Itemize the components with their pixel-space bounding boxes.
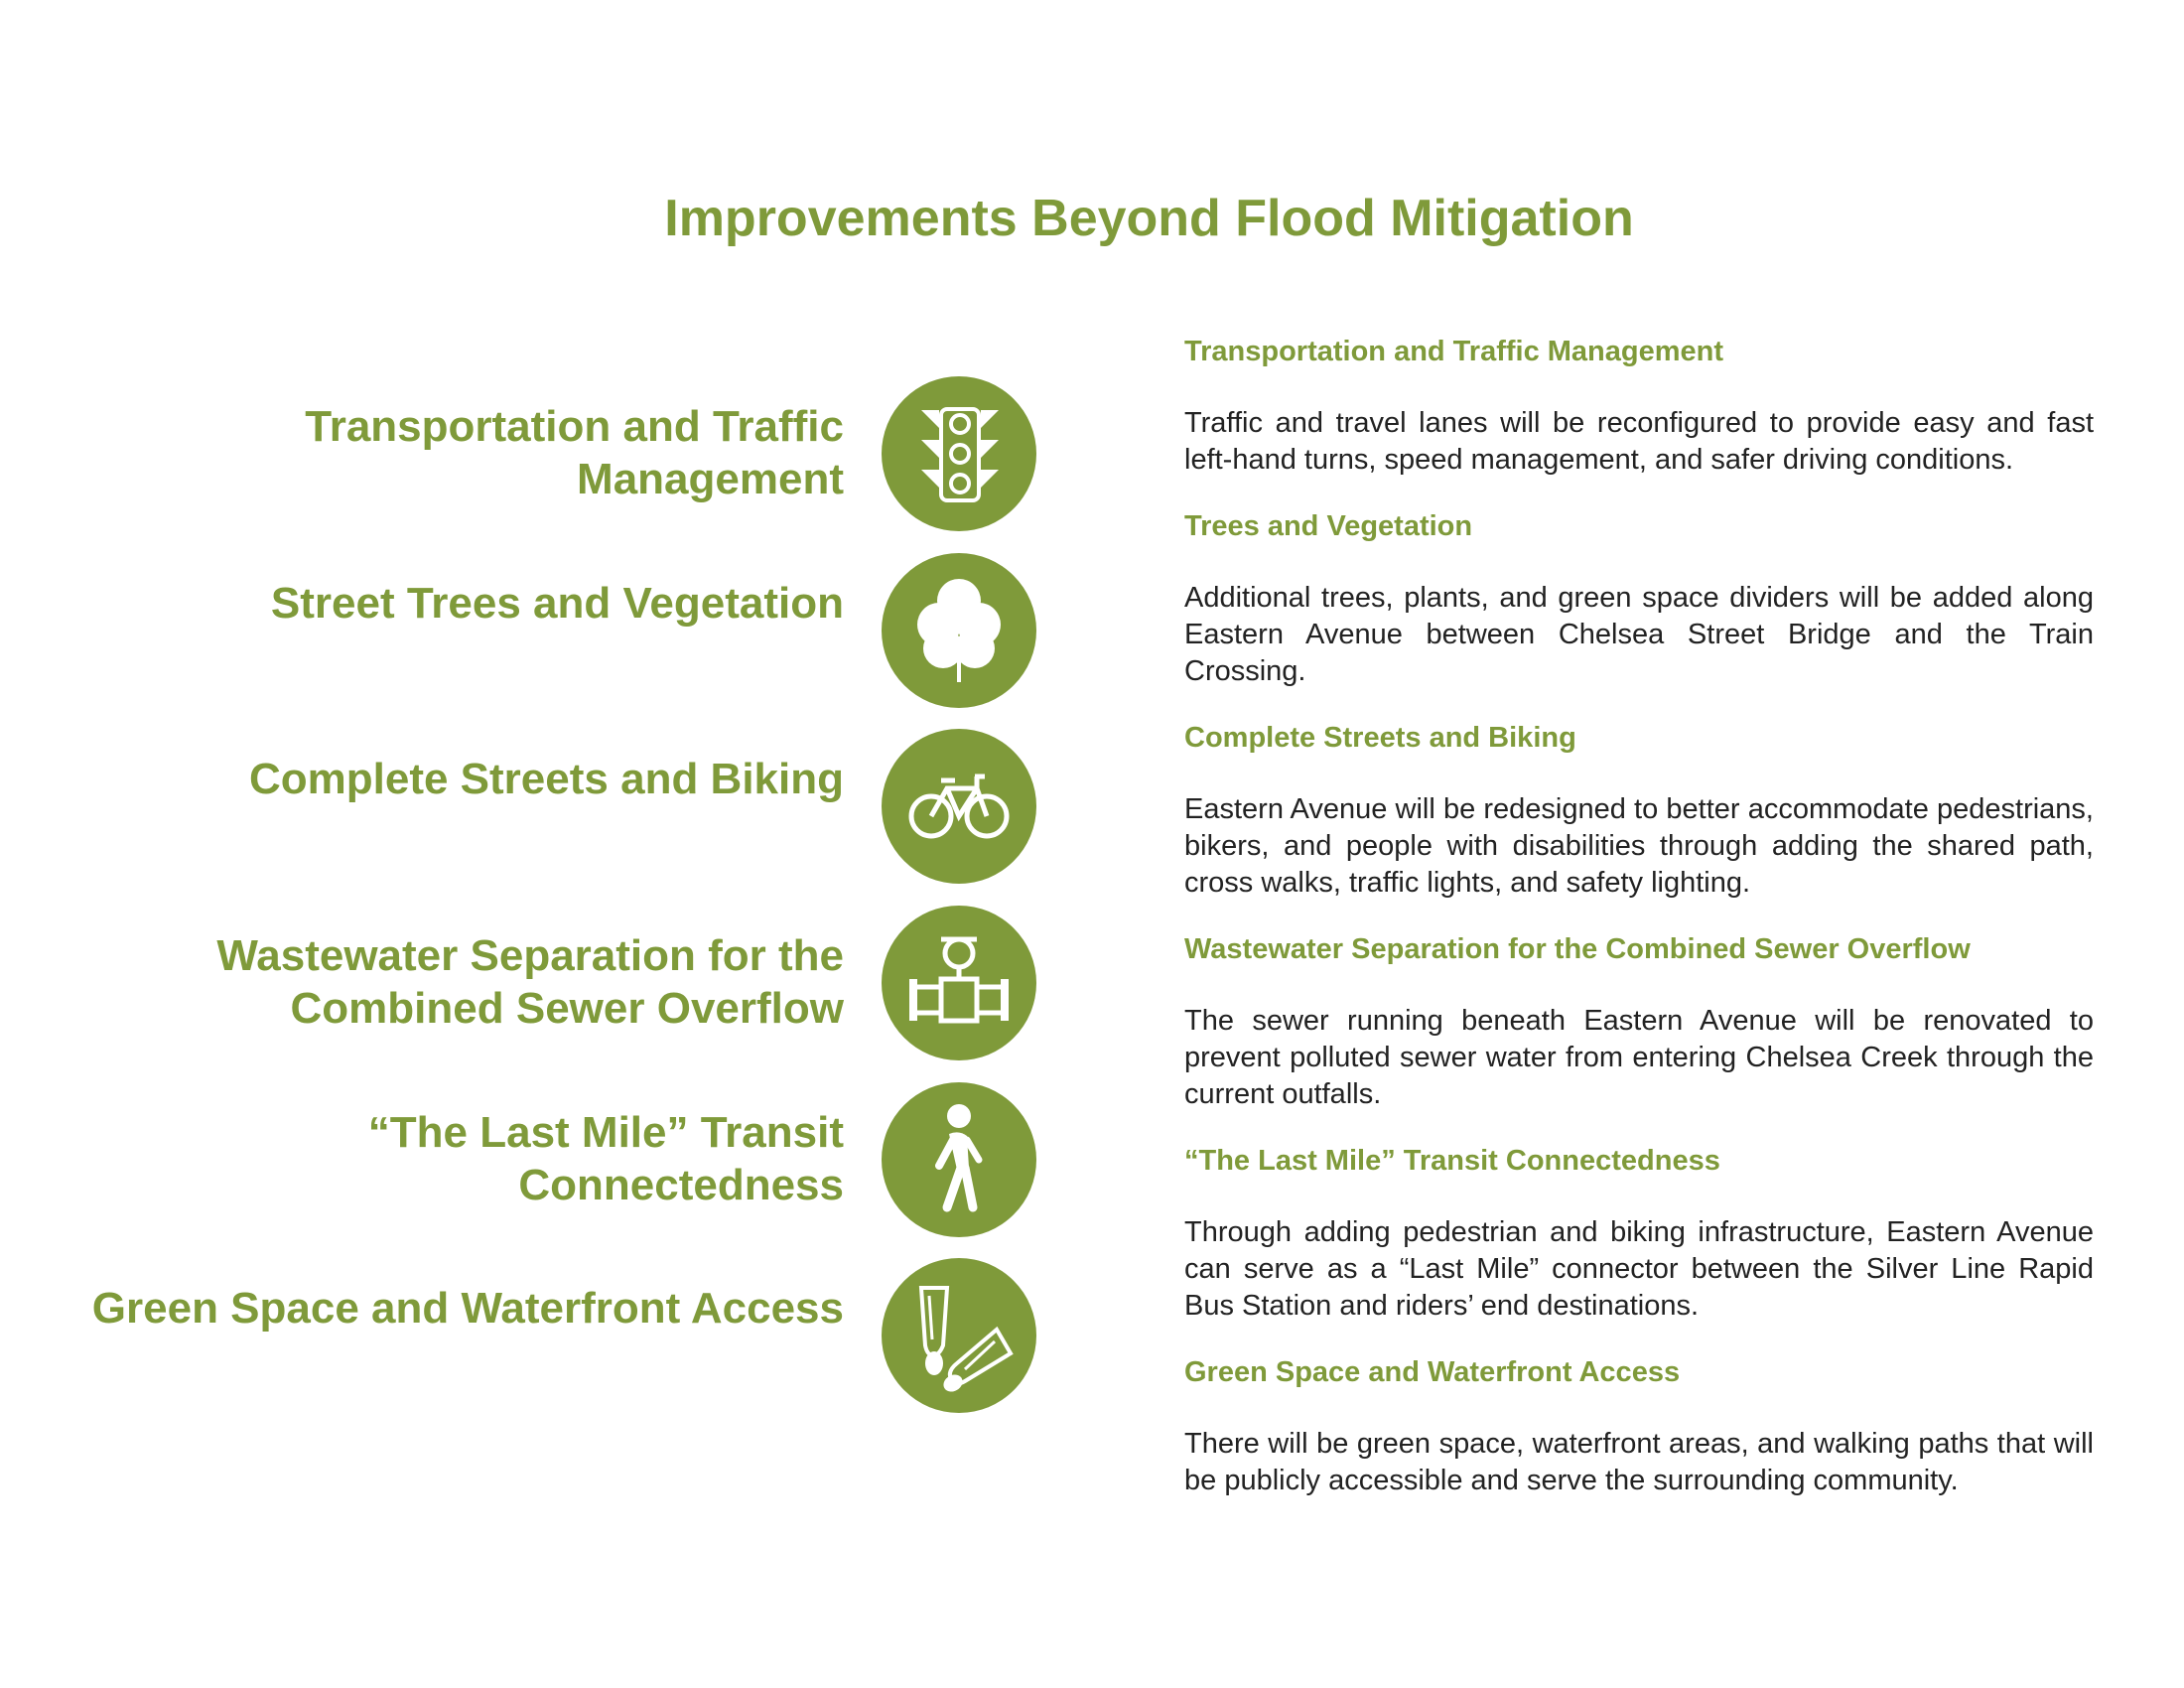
left-label-last-mile: “The Last Mile” Transit Connectedness <box>367 1108 844 1209</box>
tree-icon <box>882 553 1036 708</box>
left-label-transportation: Transportation and Traffic Management <box>305 402 844 503</box>
left-label-trees: Street Trees and Vegetation <box>270 579 844 628</box>
section-heading: Wastewater Separation for the Combined Sewer Overflow <box>1184 933 1971 965</box>
section-heading: Green Space and Waterfront Access <box>1184 1356 1681 1388</box>
section-body: Eastern Avenue will be redesigned to better accommodate pedestrians, bikers, and people with disabilities through adding the shared path, cross walks, traffic lights, and safety lighting. <box>1184 793 2094 899</box>
left-label-wastewater: Wastewater Separation for the Combined Sewer Overflow <box>216 931 844 1033</box>
section-green-space <box>1184 1354 2094 1499</box>
section-complete-streets <box>1184 720 2094 902</box>
section-heading: Complete Streets and Biking <box>1184 722 1576 754</box>
pedestrian-icon <box>882 1082 1036 1237</box>
section-wastewater <box>1184 931 2094 1113</box>
section-transportation <box>1184 334 2094 479</box>
traffic-light-icon <box>882 376 1036 531</box>
section-heading: Transportation and Traffic Management <box>1184 336 1724 367</box>
pipe-valve-icon <box>882 906 1036 1060</box>
section-body: There will be green space, waterfront areas, and walking paths that will be publicly accessible and serve the surrounding community. <box>1184 1428 2094 1496</box>
bicycle-icon <box>882 729 1036 884</box>
section-trees <box>1184 508 2094 690</box>
section-body: The sewer running beneath Eastern Avenue will be renovated to prevent polluted sewer water from entering Chelsea Creek through the current outfalls. <box>1184 1005 2094 1110</box>
swim-fins-icon <box>882 1258 1036 1413</box>
section-body: Traffic and travel lanes will be reconfigured to provide easy and fast left-hand turns, speed management, and safer driving conditions. <box>1184 407 2094 476</box>
description-column <box>1184 334 2094 1529</box>
section-body: Additional trees, plants, and green space dividers will be added along Eastern Avenue between Chelsea Street Bridge and the Train Crossing. <box>1184 582 2094 687</box>
left-label-complete-streets: Complete Streets and Biking <box>248 755 844 803</box>
section-heading: Trees and Vegetation <box>1184 510 1473 542</box>
section-body: Through adding pedestrian and biking infrastructure, Eastern Avenue can serve as a “Last Mile” connector between the Silver Line Rapid Bus Station and riders’ end destinations. <box>1184 1216 2094 1322</box>
section-last-mile <box>1184 1143 2094 1325</box>
page-title: Improvements Beyond Flood Mitigation <box>664 190 1634 247</box>
section-heading: “The Last Mile” Transit Connectedness <box>1184 1145 1720 1177</box>
left-label-green-space: Green Space and Waterfront Access <box>91 1284 844 1333</box>
